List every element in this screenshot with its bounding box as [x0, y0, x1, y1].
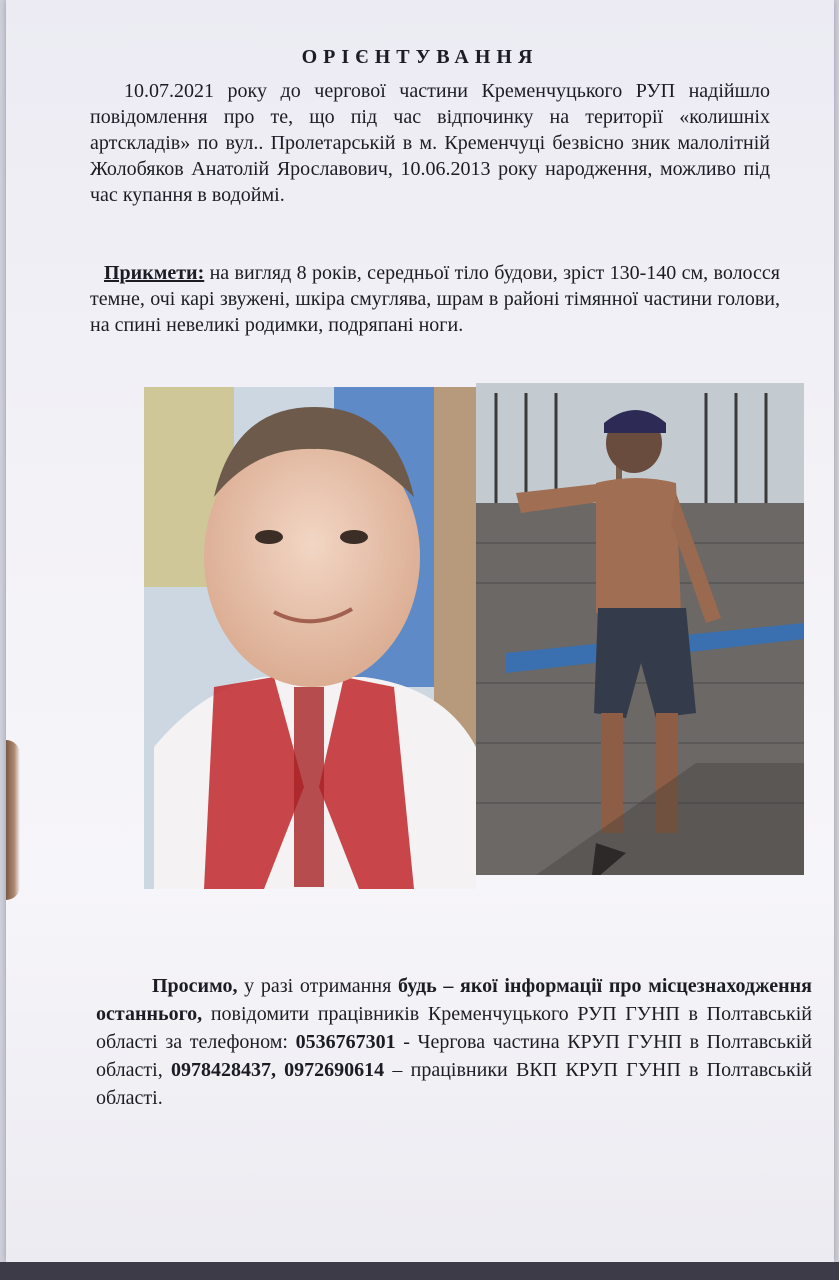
- bottom-edge: [0, 1262, 839, 1280]
- phone-duty: 0536767301: [295, 1031, 396, 1053]
- outdoor-illustration: [476, 383, 804, 875]
- portrait-photo: [144, 387, 476, 889]
- photos: [144, 383, 804, 891]
- appeal-text-1: у разі отримання: [237, 975, 398, 997]
- portrait-illustration: [144, 387, 476, 889]
- phone-vkp: 0978428437, 0972690614: [170, 1059, 385, 1081]
- appeal-bold-1: будь – якої інформації про місцезнаходження останнього,: [96, 975, 812, 1025]
- notice-sheet: [6, 0, 834, 1262]
- description-paragraph: [90, 260, 780, 338]
- appeal-text-2: повідомити працівників Кременчуцького РУП ГУНП в Полтавській області за телефоном:: [96, 1003, 812, 1053]
- notice-title: ОРІЄНТУВАННЯ: [301, 46, 539, 68]
- outdoor-photo: [476, 383, 804, 875]
- appeal-paragraph: [96, 972, 812, 1112]
- description-label: Прикмети:: [104, 262, 205, 284]
- incident-paragraph: 10.07.2021 року до чергової частини Кременчуцького РУП надійшло повідомлення про те, що під час відпочинку на території «колишніх артскладів» по вул.. Пролетарській в м. Кременчуці безвісно зник малолітній Жолобяков Анатолій Ярославович, 10.06.2013 року народження, можливо під час купання в водоймі.: [90, 80, 770, 206]
- appeal-text-4: – працівники ВКП КРУП ГУНП в Полтавській області.: [96, 1059, 812, 1109]
- description-text: на вигляд 8 років, середньої тіло будови, зріст 130-140 см, волосся темне, очі карі звужені, шкіра смуглява, шрам в районі тімянної частини голови, на спині невеликі родимки, подряпані ноги.: [90, 262, 780, 336]
- finger-edge: [6, 740, 20, 900]
- appeal-lead: Просимо,: [152, 975, 238, 997]
- appeal-text-3: - Чергова частина КРУП ГУНП в Полтавській області,: [96, 1031, 813, 1081]
